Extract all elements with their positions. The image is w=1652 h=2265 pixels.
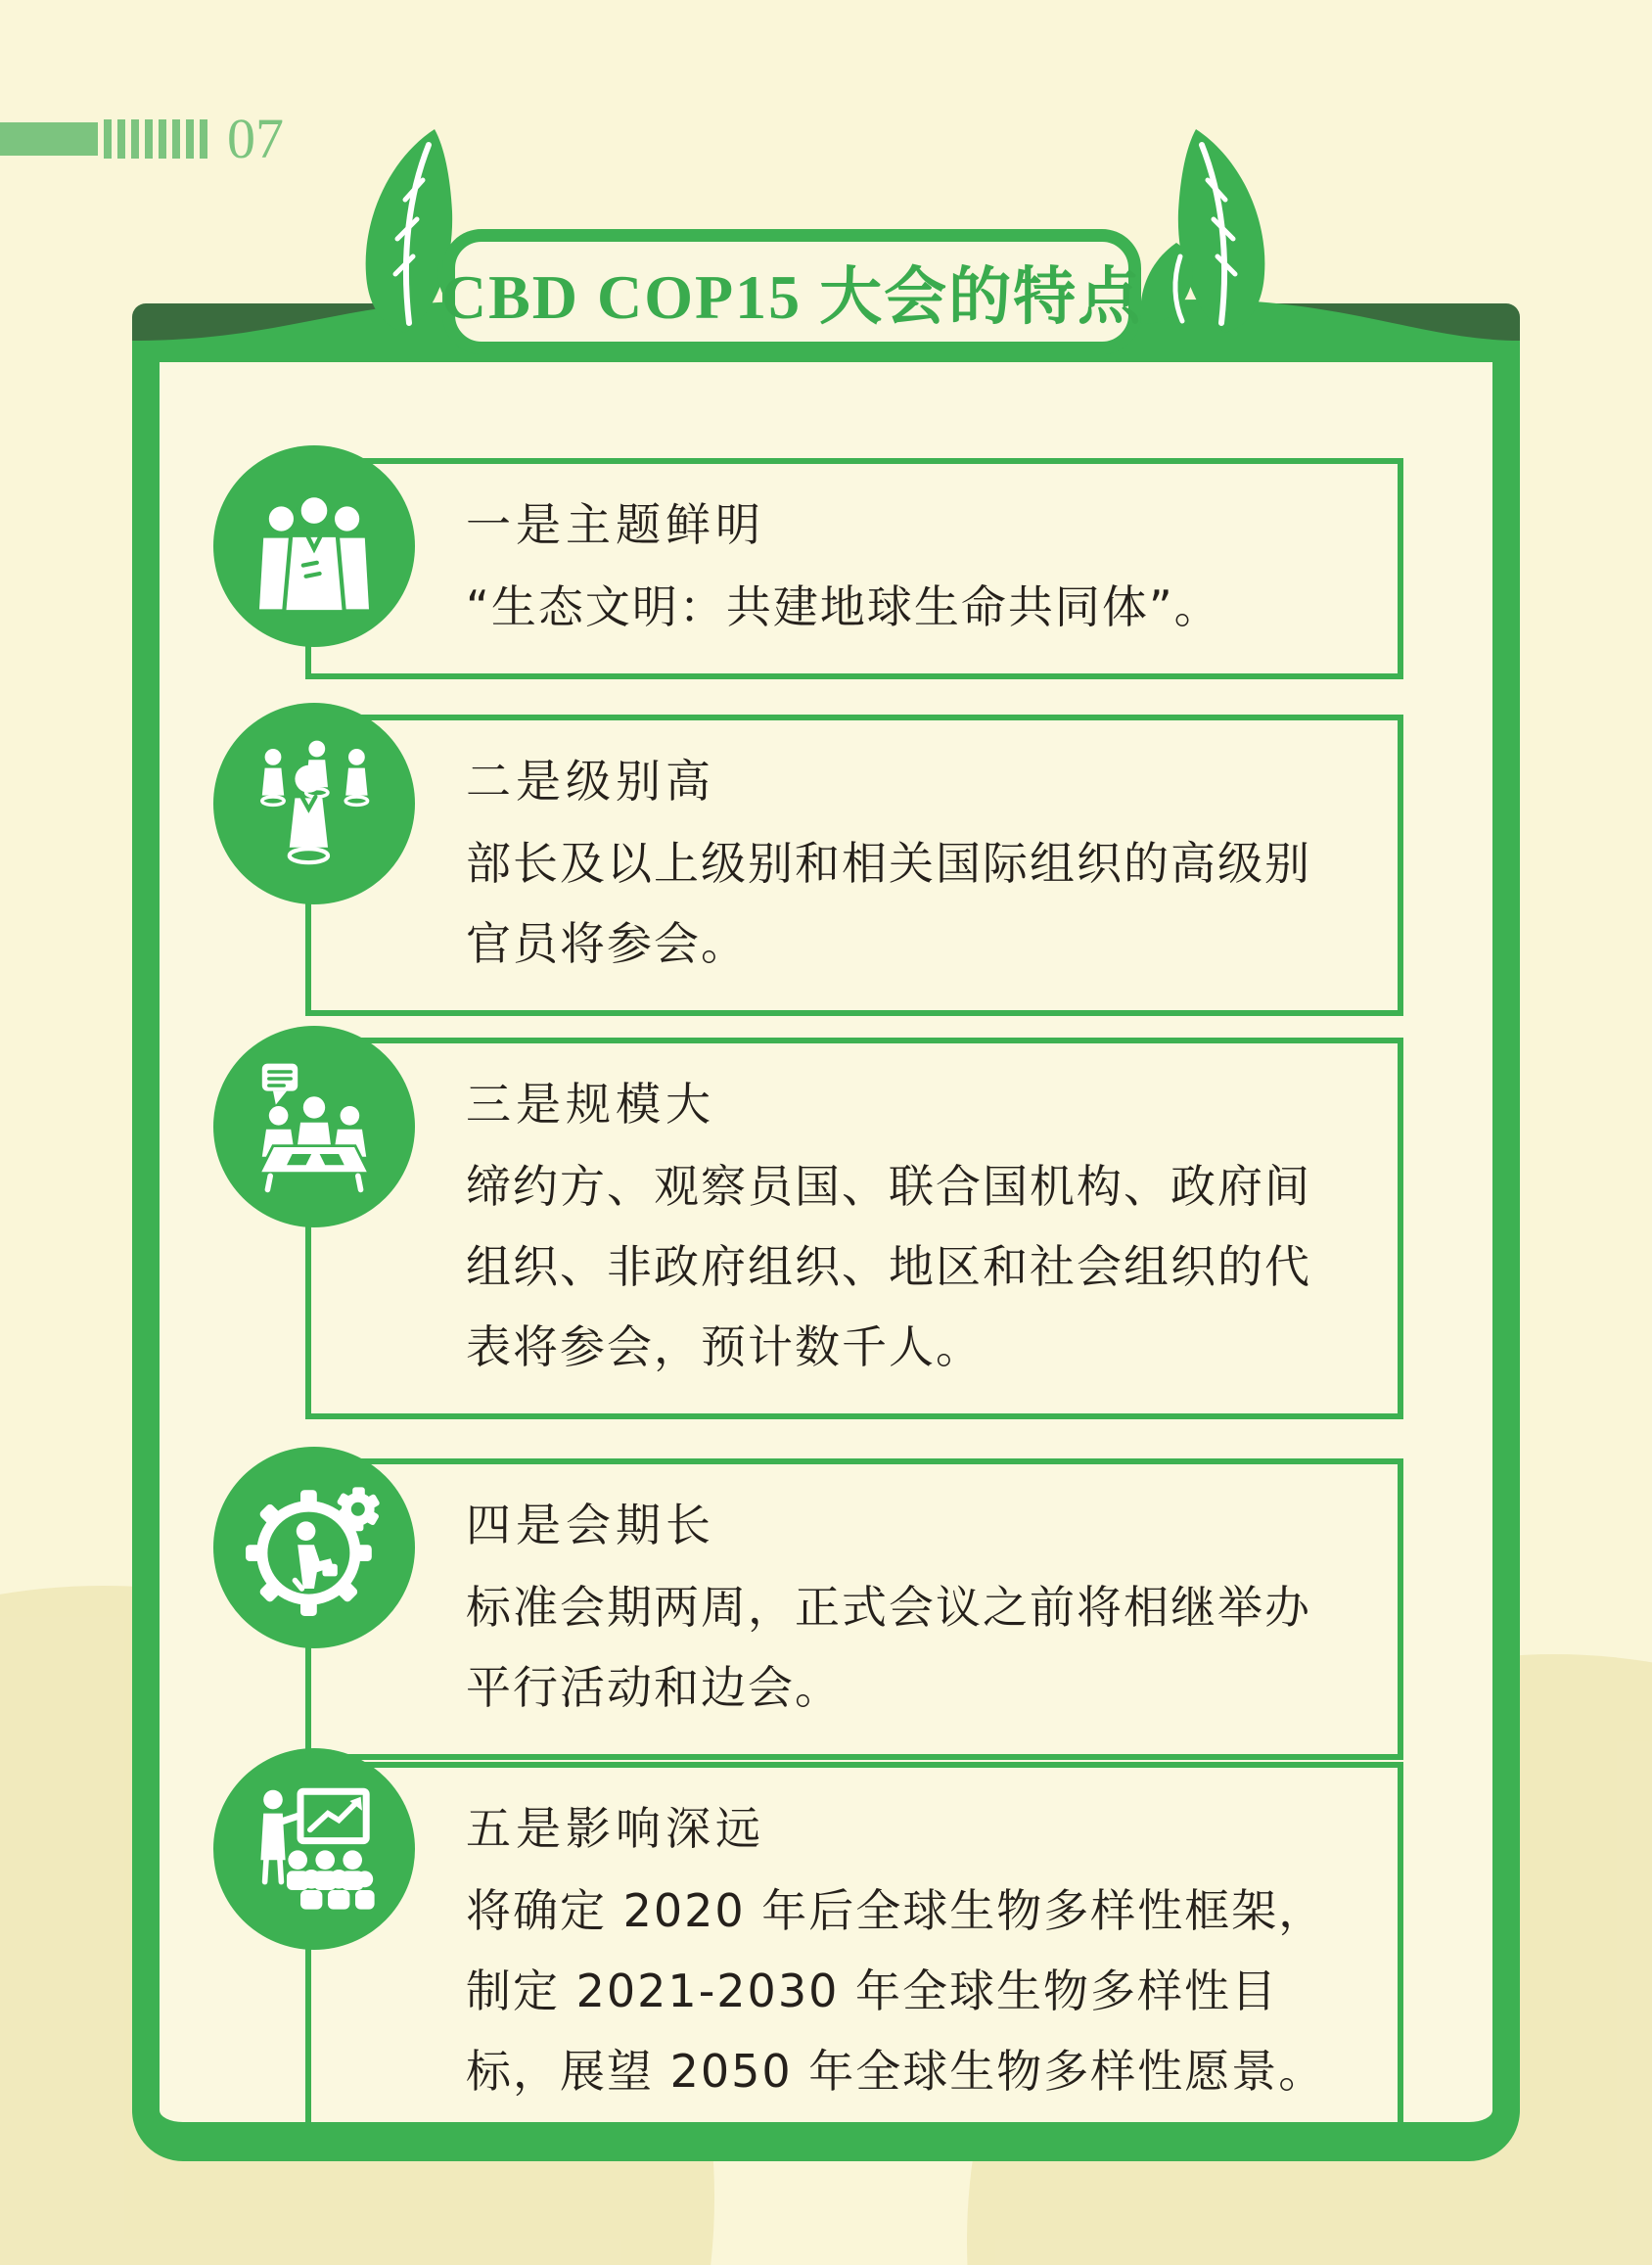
feature-body: 缔约方、观察员国、联合国机构、政府间组织、非政府组织、地区和社会组织的代表将参会，预计数千人。 (466, 1160, 1311, 1373)
feature-icon-circle (213, 1447, 415, 1648)
feature-heading: 二是级别高 (466, 755, 715, 808)
page-title: CBD COP15 大会的特点 (440, 262, 1143, 332)
feature-row (305, 1038, 1403, 1419)
feature-body: 将确定 2020 年后全球生物多样性框架，制定 2021-2030 年全球生物多样性目标，展望 2050 年全球生物多样性愿景。 (466, 1884, 1326, 2098)
feature-heading: 三是规模大 (466, 1078, 715, 1131)
feature-row (305, 715, 1403, 1016)
feature-icon-circle (213, 1026, 415, 1227)
feature-body: 部长及以上级别和相关国际组织的高级别官员将参会。 (466, 837, 1311, 970)
presentation-chart-icon (246, 1780, 383, 1918)
stripes-decoration (104, 119, 211, 159)
crowd-people-icon (246, 735, 383, 872)
meeting-table-icon (246, 1058, 383, 1195)
feature-body: “生态文明：共建地球生命共同体”。 (466, 580, 1221, 633)
feature-row (305, 458, 1403, 679)
feature-icon-circle (213, 1748, 415, 1950)
stripe-bar-decoration (0, 122, 98, 156)
leaf-icon-right (1124, 125, 1280, 336)
feature-icon-circle (213, 703, 415, 904)
gear-person-icon (246, 1479, 383, 1616)
feature-body: 标准会期两周，正式会议之前将相继举办平行活动和边会。 (466, 1581, 1311, 1714)
feature-icon-circle (213, 445, 415, 647)
feature-row (305, 1762, 1403, 2144)
page-number: 07 (227, 107, 284, 170)
feature-heading: 五是影响深远 (466, 1802, 765, 1855)
page-title-banner (442, 229, 1141, 354)
feature-row (305, 1458, 1403, 1760)
feature-heading: 四是会期长 (466, 1499, 715, 1551)
business-group-icon (246, 478, 383, 615)
page-number-block (0, 107, 284, 170)
feature-heading: 一是主题鲜明 (466, 498, 765, 551)
